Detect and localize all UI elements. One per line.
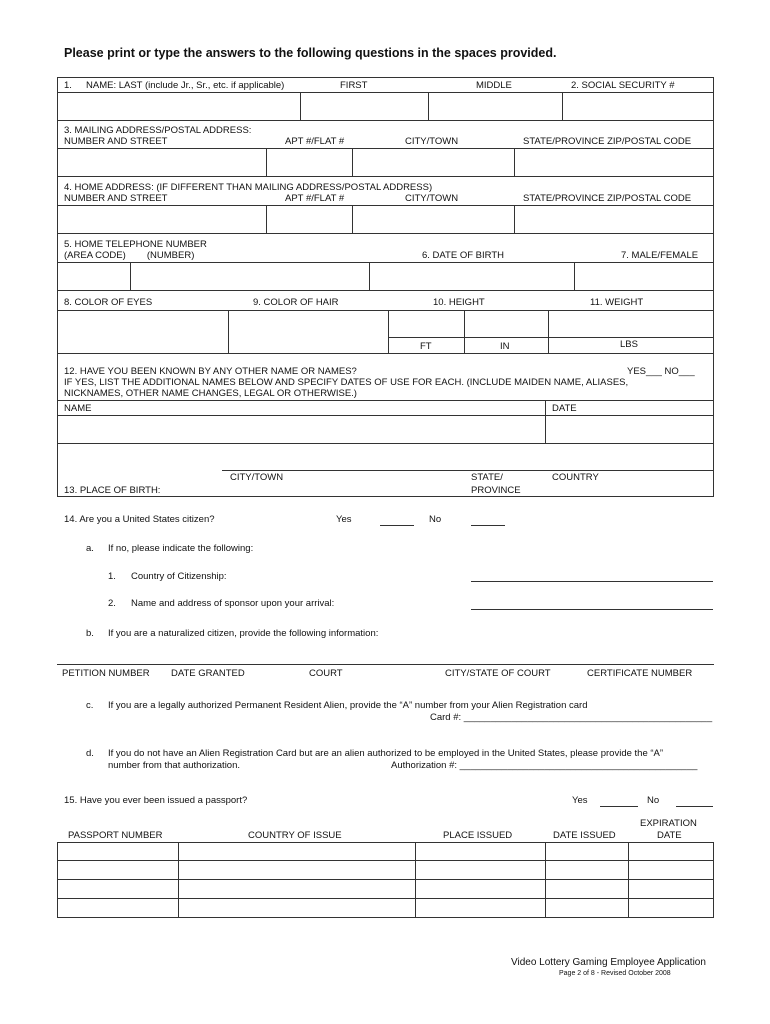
q3-state-label: STATE/PROVINCE ZIP/POSTAL CODE (523, 136, 692, 147)
q12-question: 12. HAVE YOU BEEN KNOWN BY ANY OTHER NAME OR NAMES? (64, 366, 357, 377)
q14a1-marker: 1. (108, 571, 116, 582)
q15-col-expiration-2: DATE (657, 830, 682, 841)
q10-label: 10. HEIGHT (433, 297, 485, 308)
q11-lbs-label: LBS (620, 339, 638, 350)
q3-street-field[interactable] (58, 149, 266, 176)
q5-sub-label: (AREA CODE) (NUMBER) (64, 250, 195, 261)
q4-city-label: CITY/TOWN (405, 193, 459, 204)
q1-first-label: FIRST (340, 80, 368, 91)
q15-col-date-issued: DATE ISSUED (553, 830, 616, 841)
q12-date-field[interactable] (546, 416, 713, 443)
q4-state-field[interactable] (515, 206, 713, 233)
q14-yes-label: Yes (336, 514, 352, 525)
q4-city-field[interactable] (353, 206, 514, 233)
q1-last-label: NAME: LAST (include Jr., Sr., etc. if applicable) (86, 80, 285, 91)
q15-passport-row-3[interactable] (58, 880, 713, 898)
q12-date-label: DATE (552, 403, 577, 414)
q14-yes-blank[interactable] (380, 525, 414, 526)
q14b-col-city-state: CITY/STATE OF COURT (445, 668, 551, 679)
q14d-marker: d. (86, 748, 94, 759)
footer-title: Video Lottery Gaming Employee Application (511, 957, 706, 968)
q12-instruction-2: NICKNAMES, OTHER NAME CHANGES, LEGAL OR OTHERWISE.) (64, 388, 357, 399)
q15-question: 15. Have you ever been issued a passport? (64, 795, 248, 806)
q14b-col-court: COURT (309, 668, 343, 679)
q14a1-text: Country of Citizenship: (131, 571, 227, 582)
q15-yes-blank[interactable] (600, 806, 638, 807)
q3-city-field[interactable] (353, 149, 514, 176)
q4-street-field[interactable] (58, 206, 266, 233)
q15-passport-row-1[interactable] (58, 843, 713, 860)
q6-label: 6. DATE OF BIRTH (422, 250, 504, 261)
q14-no-label: No (429, 514, 442, 525)
q3-street-label: NUMBER AND STREET (64, 136, 168, 147)
q15-passport-row-2[interactable] (58, 861, 713, 879)
q12-instruction-1: IF YES, LIST THE ADDITIONAL NAMES BELOW AND SPECIFY DATES OF USE FOR EACH. (INCLUDE MAIDEN NAME, ALIASES, (64, 377, 629, 388)
page-instruction: Please print or type the answers to the following questions in the spaces provided. (64, 46, 557, 60)
q14a2-sponsor-field[interactable] (471, 609, 713, 610)
q3-state-field[interactable] (515, 149, 713, 176)
q15-col-passport: PASSPORT NUMBER (68, 830, 163, 841)
q13-state-label-2: PROVINCE (471, 485, 521, 496)
q5-title: 5. HOME TELEPHONE NUMBER (64, 239, 207, 250)
footer-page: Page 2 of 8 - Revised October 2008 (559, 970, 671, 977)
q4-apt-label: APT #/FLAT # (285, 193, 345, 204)
q15-yes-label: Yes (572, 795, 588, 806)
q14a2-marker: 2. (108, 598, 116, 609)
q14b-col-date: DATE GRANTED (171, 668, 245, 679)
q14a2-text: Name and address of sponsor upon your arrival: (131, 598, 335, 609)
q4-title: 4. HOME ADDRESS: (IF DIFFERENT THAN MAILING ADDRESS/POSTAL ADDRESS) (64, 182, 433, 193)
q12-yes-no[interactable]: YES___ NO___ (627, 366, 695, 377)
q3-apt-field[interactable] (267, 149, 352, 176)
q3-apt-label: APT #/FLAT # (285, 136, 345, 147)
q4-state-label: STATE/PROVINCE ZIP/POSTAL CODE (523, 193, 692, 204)
q14d-authorization-field[interactable]: Authorization #: _____________________________________________ (391, 760, 698, 771)
q1-number: 1. (64, 80, 72, 91)
q13-state-label-1: STATE/ (471, 472, 503, 483)
q2-ssn-label: 2. SOCIAL SECURITY # (571, 80, 675, 91)
q13-city-label: CITY/TOWN (230, 472, 284, 483)
q7-label: 7. MALE/FEMALE (621, 250, 699, 261)
q10-height-in-field[interactable] (465, 311, 548, 337)
q11-weight-field[interactable] (549, 311, 713, 337)
q14-question: 14. Are you a United States citizen? (64, 514, 215, 525)
q14b-naturalization-field[interactable] (57, 664, 714, 665)
q15-col-expiration-1: EXPIRATION (640, 818, 697, 829)
q13-birthplace-field[interactable] (222, 445, 712, 470)
q1-middle-label: MIDDLE (476, 80, 512, 91)
q9-hair-color-field[interactable] (229, 311, 388, 353)
q14a-marker: a. (86, 543, 94, 554)
q2-ssn-field[interactable] (563, 93, 713, 120)
q14c-text: If you are a legally authorized Permanent Resident Alien, provide the “A” number from your Alien Registration card (108, 700, 588, 711)
q7-sex-field[interactable] (575, 263, 713, 290)
q13-label: 13. PLACE OF BIRTH: (64, 485, 161, 496)
q14b-text: If you are a naturalized citizen, provide the following information: (108, 628, 379, 639)
q1-first-name-field[interactable] (301, 93, 428, 120)
q14b-marker: b. (86, 628, 94, 639)
q1-middle-name-field[interactable] (429, 93, 562, 120)
q14-no-blank[interactable] (471, 525, 505, 526)
q1-last-name-field[interactable] (58, 93, 300, 120)
q14c-card-field[interactable]: Card #: _______________________________________________ (430, 712, 713, 723)
q14a-text: If no, please indicate the following: (108, 543, 254, 554)
q15-col-country: COUNTRY OF ISSUE (248, 830, 342, 841)
q15-no-label: No (647, 795, 660, 806)
q10-in-label: IN (500, 341, 510, 352)
q14c-marker: c. (86, 700, 94, 711)
q12-other-name-field[interactable] (58, 416, 545, 443)
q8-eye-color-field[interactable] (58, 311, 228, 353)
q3-city-label: CITY/TOWN (405, 136, 459, 147)
q10-height-ft-field[interactable] (389, 311, 464, 337)
q14b-col-certificate: CERTIFICATE NUMBER (587, 668, 693, 679)
q15-col-place: PLACE ISSUED (443, 830, 513, 841)
q4-apt-field[interactable] (267, 206, 352, 233)
q10-ft-label: FT (420, 341, 432, 352)
q15-passport-row-4[interactable] (58, 899, 713, 917)
q11-label: 11. WEIGHT (590, 297, 644, 308)
q14d-text-2: number from that authorization. (108, 760, 241, 771)
q15-no-blank[interactable] (676, 806, 713, 807)
q8-label: 8. COLOR OF EYES (64, 297, 153, 308)
q13-country-label: COUNTRY (552, 472, 599, 483)
q5-area-code-field[interactable] (58, 263, 130, 290)
q6-dob-field[interactable] (370, 263, 574, 290)
q12-name-label: NAME (64, 403, 92, 414)
q5-number-field[interactable] (131, 263, 369, 290)
q14d-text-1: If you do not have an Alien Registration Card but are an alien authorized to be employed in the United States, please provide the “A” (108, 748, 664, 759)
q4-street-label: NUMBER AND STREET (64, 193, 168, 204)
q3-title: 3. MAILING ADDRESS/POSTAL ADDRESS: (64, 125, 252, 136)
q9-label: 9. COLOR OF HAIR (253, 297, 339, 308)
q14a1-country-field[interactable] (471, 581, 713, 582)
q14b-col-petition: PETITION NUMBER (62, 668, 150, 679)
